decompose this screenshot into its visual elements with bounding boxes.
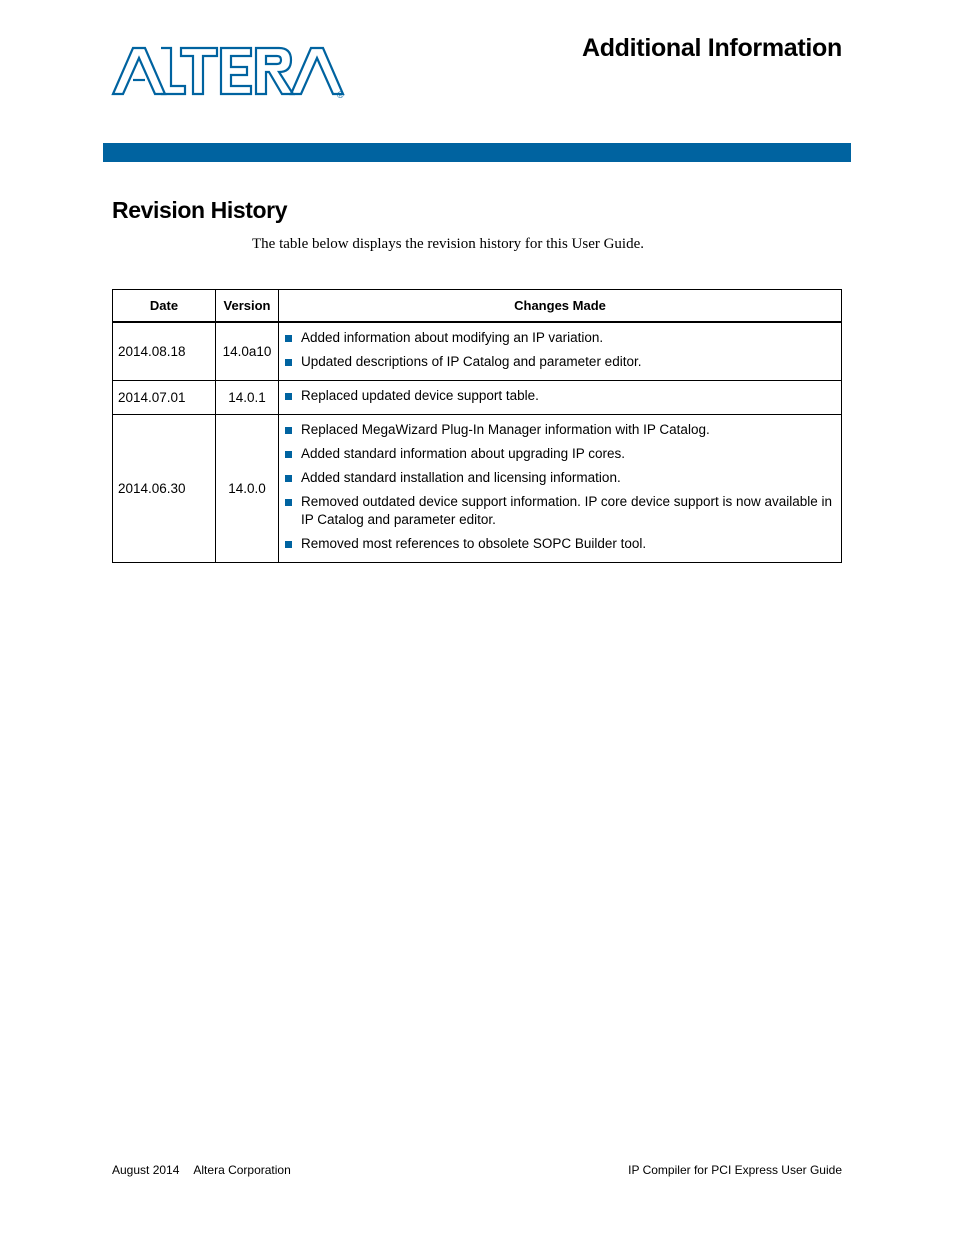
table-row [113, 415, 842, 563]
cell-version: 14.0a10 [216, 322, 279, 381]
list-item [285, 469, 833, 487]
changes-list [285, 329, 833, 371]
square-bullet-icon [285, 475, 292, 482]
table-row [113, 381, 842, 415]
footer-doc-title: IP Compiler for PCI Express User Guide [628, 1163, 842, 1177]
list-item [285, 493, 833, 529]
column-header-date: Date [113, 290, 216, 323]
square-bullet-icon [285, 393, 292, 400]
footer-left [112, 1163, 291, 1177]
column-header-changes: Changes Made [279, 290, 842, 323]
cell-changes [279, 322, 842, 381]
column-header-version: Version [216, 290, 279, 323]
change-text: Added standard information about upgrading IP cores. [301, 446, 625, 461]
footer-company: Altera Corporation [193, 1163, 291, 1177]
table-header-row [113, 290, 842, 323]
svg-text:®: ® [337, 90, 344, 100]
square-bullet-icon [285, 499, 292, 506]
square-bullet-icon [285, 359, 292, 366]
change-text: Replaced updated device support table. [301, 388, 539, 403]
change-text: Added information about modifying an IP variation. [301, 330, 604, 345]
list-item [285, 445, 833, 463]
cell-changes [279, 381, 842, 415]
change-text: Removed outdated device support information. IP core device support is now available in IP Catalog and parameter editor. [301, 494, 833, 527]
changes-list [285, 387, 833, 405]
list-item [285, 329, 833, 347]
square-bullet-icon [285, 541, 292, 548]
cell-version: 14.0.1 [216, 381, 279, 415]
list-item [285, 535, 833, 553]
altera-logo [111, 44, 351, 100]
footer-date: August 2014 [112, 1163, 180, 1177]
table-row [113, 322, 842, 381]
cell-version: 14.0.0 [216, 415, 279, 563]
square-bullet-icon [285, 451, 292, 458]
change-text: Removed most references to obsolete SOPC Builder tool. [301, 536, 647, 551]
section-heading: Revision History [112, 197, 288, 223]
list-item [285, 387, 833, 405]
intro-text: The table below displays the revision history for this User Guide. [252, 236, 645, 252]
revision-history-table [112, 289, 842, 563]
table-body [113, 322, 842, 563]
cell-date: 2014.06.30 [113, 415, 216, 563]
change-text: Updated descriptions of IP Catalog and parameter editor. [301, 354, 642, 369]
cell-changes [279, 415, 842, 563]
change-text: Replaced MegaWizard Plug-In Manager information with IP Catalog. [301, 422, 710, 437]
header-divider-bar [103, 143, 851, 162]
cell-date: 2014.08.18 [113, 322, 216, 381]
change-text: Added standard installation and licensing information. [301, 470, 621, 485]
list-item [285, 353, 833, 371]
cell-date: 2014.07.01 [113, 381, 216, 415]
list-item [285, 421, 833, 439]
square-bullet-icon [285, 427, 292, 434]
page-title: Additional Information [581, 34, 842, 62]
square-bullet-icon [285, 335, 292, 342]
changes-list [285, 421, 833, 553]
